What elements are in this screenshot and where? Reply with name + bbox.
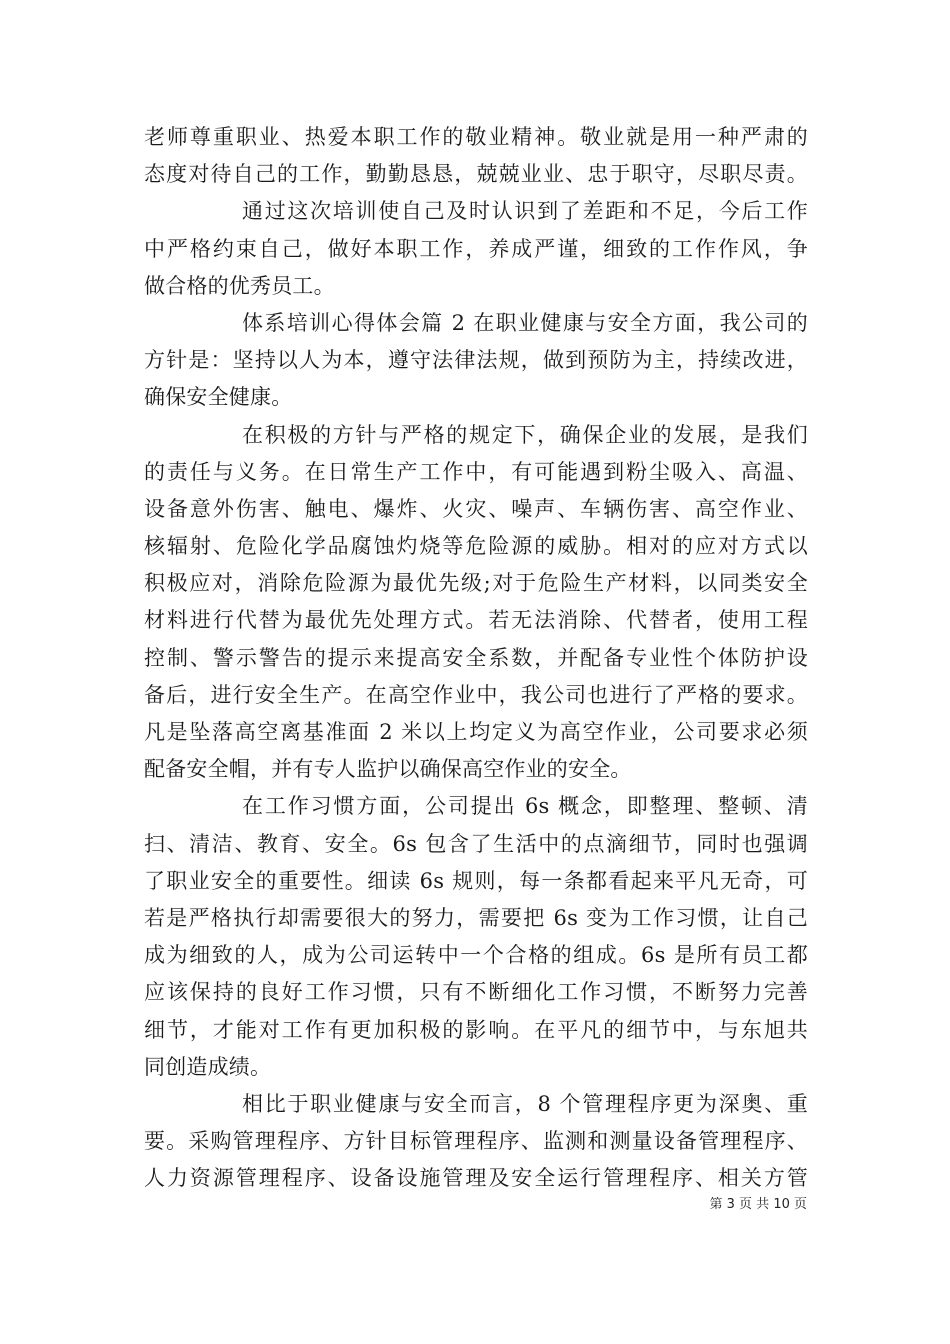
paragraph-first-line: 通过这次培训使自己及时认识到了差距和不足，今后工作 [242, 199, 808, 224]
text-line: 老师尊重职业、热爱本职工作的敬业精神。敬业就是用一种严肃的 [144, 125, 808, 149]
text-line: 方针是：坚持以人为本，遵守法律法规，做到预防为主，持续改进， [144, 348, 808, 373]
text-line: 确保安全健康。 [144, 385, 293, 410]
text-line: 同创造成绩。 [144, 1054, 272, 1079]
text-line: 扫、清洁、教育、安全。6s 包含了生活中的点滴细节，同时也强调 [144, 831, 808, 856]
text-line: 设备意外伤害、触电、爆炸、火灾、噪声、车辆伤害、高空作业、 [144, 496, 808, 521]
text-line: 凡是坠落高空离基准面 2 米以上均定义为高空作业，公司要求必须 [144, 720, 808, 744]
text-line: 的责任与义务。在日常生产工作中，有可能遇到粉尘吸入、高温、 [144, 459, 808, 484]
text-line: 配备安全帽，并有专人监护以确保高空作业的安全。 [144, 757, 632, 782]
paragraph-first-line: 在工作习惯方面，公司提出 6s 概念，即整理、整顿、清 [242, 794, 808, 819]
text-line: 应该保持的良好工作习惯，只有不断细化工作习惯，不断努力完善 [144, 980, 808, 1005]
text-line: 细节，才能对工作有更加积极的影响。在平凡的细节中，与东旭共 [144, 1017, 808, 1042]
paragraph-first-line: 在积极的方针与严格的规定下，确保企业的发展，是我们 [242, 422, 808, 447]
text-line: 做合格的优秀员工。 [144, 273, 335, 298]
text-line: 材料进行代替为最优先处理方式。若无法消除、代替者，使用工程 [144, 608, 808, 633]
text-line: 控制、警示警告的提示来提高安全系数，并配备专业性个体防护设 [144, 645, 808, 670]
text-line: 态度对待自己的工作，勤勤恳恳，兢兢业业、忠于职守，尽职尽责。 [144, 162, 808, 187]
text-line: 成为细致的人，成为公司运转中一个合格的组成。6s 是所有员工都 [144, 943, 808, 968]
text-line: 中严格约束自己，做好本职工作，养成严谨，细致的工作作风，争 [144, 236, 808, 261]
paragraph-first-line: 相比于职业健康与安全而言，8 个管理程序更为深奥、重 [242, 1091, 808, 1116]
text-line: 积极应对，消除危险源为最优先级;对于危险生产材料，以同类安全 [144, 571, 808, 596]
text-line: 人力资源管理程序、设备设施管理及安全运行管理程序、相关方管 [144, 1166, 808, 1191]
text-line: 若是严格执行却需要很大的努力，需要把 6s 变为工作习惯，让自己 [144, 905, 808, 930]
page-number-footer: 第 3 页 共 10 页 [709, 1197, 807, 1212]
text-line: 备后，进行安全生产。在高空作业中，我公司也进行了严格的要求。 [144, 682, 808, 707]
text-line: 核辐射、危险化学品腐蚀灼烧等危险源的威胁。相对的应对方式以 [144, 534, 808, 559]
paragraph-first-line: 体系培训心得体会篇 2 在职业健康与安全方面，我公司的 [242, 310, 808, 335]
document-body [144, 119, 808, 1197]
text-line: 了职业安全的重要性。细读 6s 规则，每一条都看起来平凡无奇，可 [144, 868, 808, 893]
text-line: 要。采购管理程序、方针目标管理程序、监测和测量设备管理程序、 [144, 1129, 808, 1154]
